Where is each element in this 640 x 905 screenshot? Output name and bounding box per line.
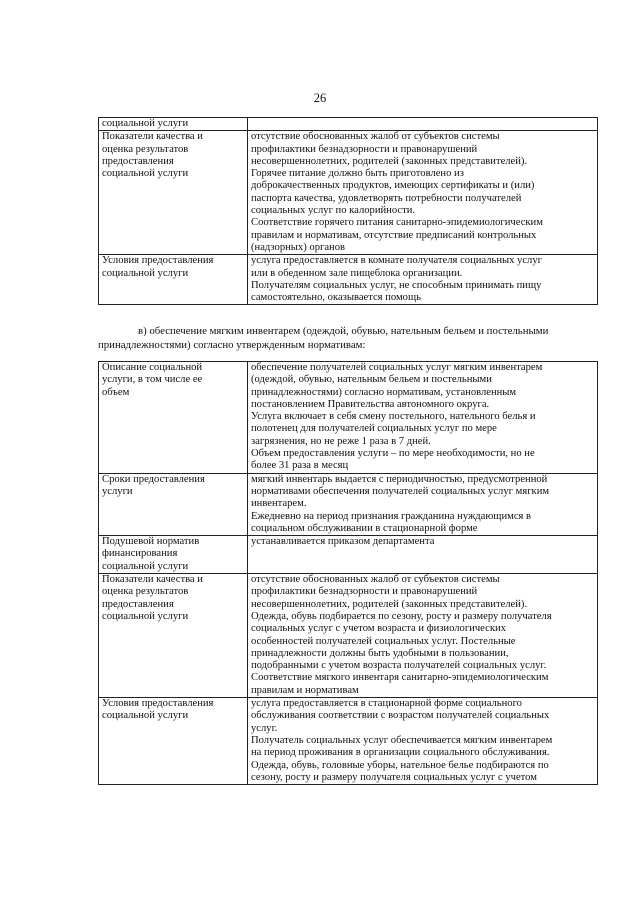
content-line: Получателям социальных услуг, не способным принимать пищу <box>251 279 542 291</box>
content-line: социальных услуг с учетом возраста и физиологических <box>251 623 506 635</box>
label-line: предоставления <box>102 155 174 167</box>
table-row <box>99 698 598 785</box>
content-line: на период проживания в организации социального обслуживания. <box>251 747 550 759</box>
label-line: социальной услуги <box>102 168 189 180</box>
page-number: 26 <box>313 91 327 105</box>
content-line: услуг. <box>251 722 278 734</box>
content-line: сезону, росту и размеру получателя социальных услуг с учетом <box>251 771 537 783</box>
content-line: профилактики безнадзорности и правонарушений <box>251 143 478 155</box>
content-line: мягкий инвентарь выдается с периодичностью, предусмотренной <box>251 473 548 485</box>
table-row <box>99 536 598 574</box>
content-line: Получатель социальных услуг обеспечивается мягким инвентарем <box>251 734 553 746</box>
content-line: подобранными с учетом возраста получателей социальных услуг. <box>251 660 547 672</box>
row-label-cell <box>99 255 248 305</box>
content-line: услуга предоставляется в комнате получателя социальных услуг <box>251 255 542 267</box>
table-row <box>99 131 598 255</box>
label-line: Условия предоставления <box>102 698 214 710</box>
row-content-cell <box>248 255 598 305</box>
label-line: социальной услуги <box>102 267 189 279</box>
section-paragraph <box>98 324 598 352</box>
content-line: правилам и нормативам <box>251 684 359 696</box>
content-line: загрязнения, но не реже 1 раза в 7 дней. <box>251 435 431 447</box>
row-label-cell <box>99 574 248 698</box>
label-line: социальной услуги <box>102 118 189 129</box>
content-line: Ежедневно на период признания гражданина нуждающимся в <box>251 510 532 522</box>
label-line: предоставления <box>102 598 174 610</box>
table-row <box>99 362 598 474</box>
label-line: Показатели качества и <box>102 131 203 143</box>
service-table-soft-inventory <box>98 361 598 785</box>
content-line: полотенец для получателей социальных услуг по мере <box>251 423 497 435</box>
content-line: отсутствие обоснованных жалоб от субъектов системы <box>251 131 500 143</box>
content-line: (надзорных) органов <box>251 241 346 253</box>
row-content-cell <box>248 536 598 574</box>
row-label-cell <box>99 698 248 785</box>
row-label-cell <box>99 118 248 131</box>
content-line: Соответствие горячего питания санитарно-эпидемиологическим <box>251 217 543 229</box>
content-line: доброкачественных продуктов, имеющих сертификаты и (или) <box>251 180 535 192</box>
table-row <box>99 255 598 305</box>
label-line: объем <box>102 386 130 398</box>
content-line: инвентарем. <box>251 498 307 510</box>
label-line: оценка результатов <box>102 143 189 155</box>
label-line: Описание социальной <box>102 362 203 373</box>
content-line: особенностей получателей социальных услуг. Постельные <box>251 635 516 647</box>
content-line: (одеждой, обувью, нательным бельем и постельными <box>251 374 492 386</box>
content-line: профилактики безнадзорности и правонарушений <box>251 586 478 598</box>
content-line: Услуга включает в себя смену постельного, нательного белья и <box>251 411 536 423</box>
content-line: несовершеннолетних, родителей (законных представителей). <box>251 155 528 167</box>
label-line: социальной услуги <box>102 560 189 572</box>
content-line: обеспечение получателей социальных услуг мягким инвентарем <box>251 362 543 373</box>
service-table-hot-meals <box>98 117 598 305</box>
content-line: нормативами обеспечения получателей социальных услуг мягким <box>251 485 550 497</box>
content-line: отсутствие обоснованных жалоб от субъектов системы <box>251 574 500 586</box>
content-line: обслуживания соответствии с возрастом получателей социальных <box>251 710 550 722</box>
row-label-cell <box>99 362 248 474</box>
paragraph-line: в) обеспечение мягким инвентарем (одеждой, обувью, нательным бельем и постельными <box>138 325 549 337</box>
content-line: Объем предоставления услуги – по мере необходимости, но не <box>251 448 535 460</box>
content-line: Горячее питание должно быть приготовлено из <box>251 168 464 180</box>
content-line: паспорта качества, удовлетворять потребности получателей <box>251 192 522 204</box>
table-row <box>99 574 598 698</box>
label-line: финансирования <box>102 548 178 560</box>
label-line: социальной услуги <box>102 710 189 722</box>
label-line: оценка результатов <box>102 586 189 598</box>
row-label-cell <box>99 131 248 255</box>
content-line: или в обеденном зале пищеблока организации. <box>251 267 463 279</box>
content-line: социальном обслуживании в стационарной форме <box>251 522 478 534</box>
content-line: принадлежности должны быть удобными в пользовании, <box>251 647 509 659</box>
content-line: более 31 раза в месяц <box>251 460 349 472</box>
content-line: постановлением Правительства автономного округа. <box>251 398 490 410</box>
table-row <box>99 473 598 535</box>
label-line: Сроки предоставления <box>102 473 205 485</box>
content-line: социальных услуг по калорийности. <box>251 205 416 217</box>
content-line: несовершеннолетних, родителей (законных представителей). <box>251 598 528 610</box>
content-line: Соответствие мягкого инвентаря санитарно-эпидемиологическим <box>251 672 549 684</box>
table-row <box>99 118 598 131</box>
label-line: услуги <box>102 485 133 497</box>
content-line: самостоятельно, оказывается помощь <box>251 292 421 304</box>
content-line: Одежда, обувь подбирается по сезону, росту и размеру получателя <box>251 610 552 622</box>
row-content-cell <box>248 698 598 785</box>
row-content-cell <box>248 118 598 131</box>
row-content-cell <box>248 473 598 535</box>
content-line <box>251 118 594 130</box>
row-content-cell <box>248 574 598 698</box>
content-line: услуга предоставляется в стационарной форме социального <box>251 698 522 710</box>
label-line: Условия предоставления <box>102 255 214 267</box>
label-line: Подушевой норматив <box>102 536 200 548</box>
row-label-cell <box>99 536 248 574</box>
row-content-cell <box>248 131 598 255</box>
row-content-cell <box>248 362 598 474</box>
label-line: услуги, в том числе ее <box>102 374 203 386</box>
content-line: принадлежностями) согласно нормативам, установленным <box>251 386 517 398</box>
content-line: устанавливается приказом департамента <box>251 536 435 548</box>
content-line: Одежда, обувь, головные уборы, нательное белье подбираются по <box>251 759 549 771</box>
content-line: правилам и нормативам, отсутствие предписаний контрольных <box>251 229 537 241</box>
label-line: социальной услуги <box>102 610 189 622</box>
row-label-cell <box>99 473 248 535</box>
label-line: Показатели качества и <box>102 574 203 586</box>
paragraph-line: принадлежностями) согласно утвержденным нормативам: <box>98 339 366 351</box>
